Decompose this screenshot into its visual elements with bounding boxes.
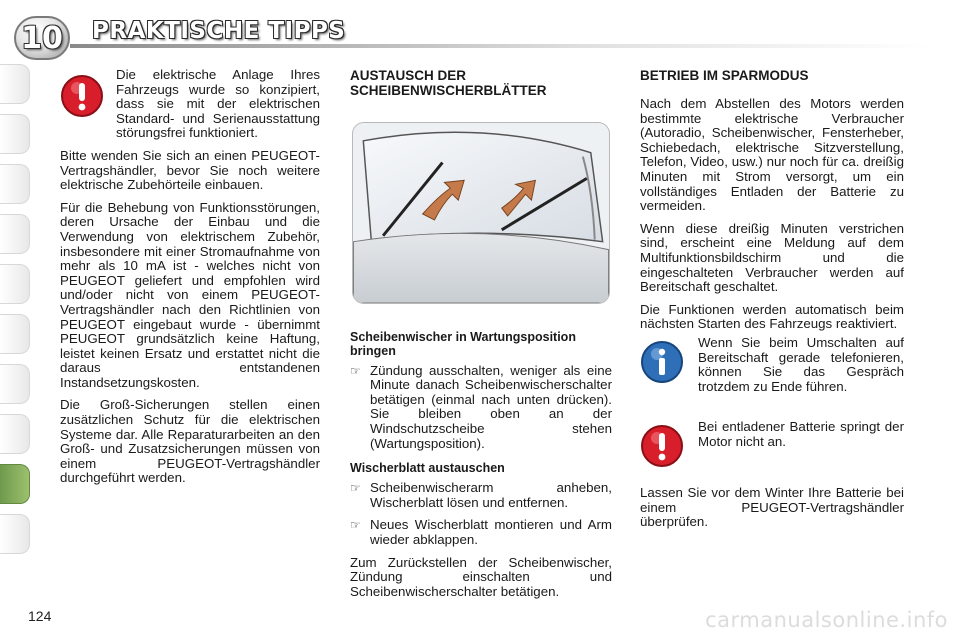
column-electrical-accessories xyxy=(60,68,320,494)
bullet-item xyxy=(350,481,612,510)
chapter-tab-10-active[interactable] xyxy=(0,464,30,504)
pointing-hand-icon: ☞ xyxy=(350,518,361,533)
section-heading-economy: BETRIEB IM SPARMODUS xyxy=(640,68,809,83)
bullet-text: Zündung ausschalten, weniger als eine Minute danach Scheibenwischerschalter betätigen (einmal nach unten drücken). Sie bleiben oben an der Windschutzscheibe stehen (Wartungsposition). xyxy=(370,362,612,451)
column-wiper-replacement xyxy=(350,68,612,607)
page-title: PRAKTISCHE TIPPS xyxy=(92,18,346,44)
pointing-hand-icon: ☞ xyxy=(350,363,361,378)
warning-note xyxy=(640,420,904,468)
watermark: carmanualsonline.info xyxy=(705,608,948,632)
subheading-replace-blade: Wischerblatt austauschen xyxy=(350,461,505,476)
paragraph-4: Die Groß-Sicherungen stellen einen zusätzlichen Schutz für die elektrischen Systeme dar. Alle Reparaturarbeiten an den Groß- und Zusatzsicherungen müssen von einem PEUGEOT-Vertragshändler durchgeführt werden. xyxy=(60,397,320,486)
chapter-tab-5[interactable] xyxy=(0,264,30,304)
info-note-text: Wenn Sie beim Umschalten auf Bereitschaft gerade telefonieren, können Sie das Gespräch trotzdem zu Ende führen. xyxy=(698,334,904,394)
chapter-tab-2[interactable] xyxy=(0,114,30,154)
info-note xyxy=(640,336,904,394)
windshield-wiper-illustration xyxy=(352,122,610,304)
bullet-text: Neues Wischerblatt montieren und Arm wieder abklappen. xyxy=(370,517,612,547)
closing-paragraph: Lassen Sie vor dem Winter Ihre Batterie bei einem PEUGEOT-Vertragshändler überprüfen. xyxy=(640,485,904,530)
warning-exclamation-icon xyxy=(60,74,104,118)
paragraph-2: Bitte wenden Sie sich an einen PEUGEOT-Vertragshändler, bevor Sie noch weitere elektrische Zubehörteile einbauen. xyxy=(60,147,320,193)
page-number: 124 xyxy=(28,608,52,624)
closing-paragraph: Zum Zurückstellen der Scheibenwischer, Zündung einschalten und Scheibenwischerschalter betätigen. xyxy=(350,554,612,599)
pointing-hand-icon: ☞ xyxy=(350,481,361,496)
paragraph-3: Für die Behebung von Funktionsstörungen, deren Ursache der Einbau und die Verwendung von elektrischem Zubehör, insbesondere mit einer Stromaufnahme von mehr als 10 mA ist - welches nicht von PEUGEOT geliefert und empfohlen wird und/oder nicht von einem PEUGEOT-Vertragshändler nach den Richtlinien von PEUGEOT eingebaut wurde - übernimmt PEUGEOT grundsätzlich keine Haftung, leistet keinen Ersatz und erstattet nicht die daraus entstandenen Instandsetzungskosten. xyxy=(60,199,320,390)
bullet-item xyxy=(350,518,612,547)
chapter-number-badge: 10 xyxy=(14,16,70,60)
section-heading-wiper: AUSTAUSCH DER SCHEIBENWISCHERBLÄTTER xyxy=(350,68,547,98)
chapter-tab-6[interactable] xyxy=(0,314,30,354)
warning-note-text: Bei entladener Batterie springt der Motor nicht an. xyxy=(698,419,904,449)
bullet-item xyxy=(350,364,612,452)
chapter-tab-3[interactable] xyxy=(0,164,30,204)
subheading-maintenance-position: Scheibenwischer in Wartungsposition bringen xyxy=(350,329,576,358)
column-economy-mode xyxy=(640,68,904,538)
chapter-tab-11[interactable] xyxy=(0,514,30,554)
paragraph-2: Wenn diese dreißig Minuten verstrichen sind, erscheint eine Meldung auf dem Multifunktionsbildschirm und die eingeschalteten Verbraucher werden auf Bereitschaft geschaltet. xyxy=(640,220,904,295)
paragraph-3: Die Funktionen werden automatisch beim nächsten Starten des Fahrzeugs reaktiviert. xyxy=(640,301,904,332)
chapter-tab-1[interactable] xyxy=(0,64,30,104)
chapter-tab-4[interactable] xyxy=(0,214,30,254)
chapter-tabs xyxy=(0,64,32,564)
paragraph-1: Die elektrische Anlage Ihres Fahrzeugs wurde so konzipiert, dass sie mit der elektrischen Standard- und Serienausstattung störungsfrei funktioniert. xyxy=(116,67,320,141)
paragraph-1: Nach dem Abstellen des Motors werden bestimmte elektrische Verbraucher (Autoradio, Scheibenwischer, Fensterheber, Schiebedach, elektrische Sitzverstellung, Telefon, Video, usw.) nur noch für ca. dreißig Minuten mit Strom versorgt, um ein vollständiges Entladen der Batterie zu vermeiden. xyxy=(640,96,904,214)
warning-block xyxy=(60,68,320,141)
warning-exclamation-icon xyxy=(640,424,684,468)
chapter-tab-7[interactable] xyxy=(0,364,30,404)
chapter-tab-8[interactable] xyxy=(0,414,30,454)
header-divider xyxy=(70,44,930,48)
bullet-text: Scheibenwischerarm anheben, Wischerblatt lösen und entfernen. xyxy=(370,480,612,510)
info-icon xyxy=(640,340,684,384)
